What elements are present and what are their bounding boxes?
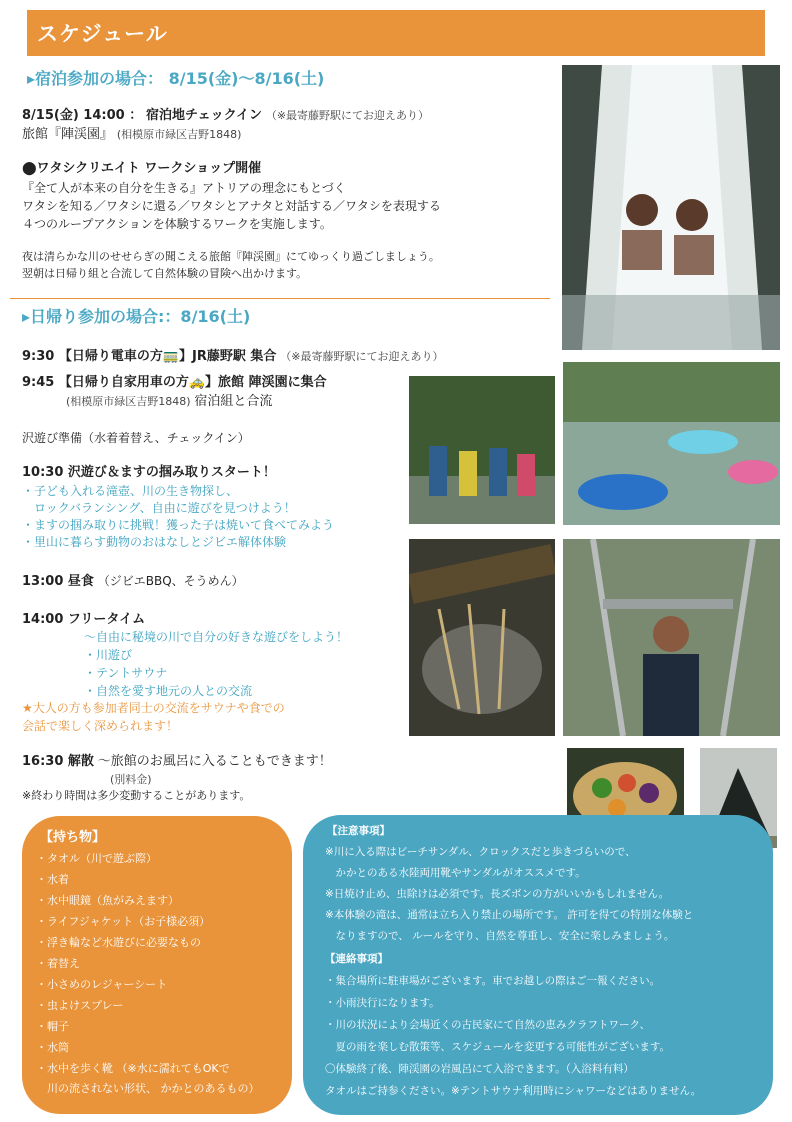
contact-title: 【連絡事項】	[325, 953, 388, 965]
belongings-item: ・虫よけスプレー	[36, 999, 124, 1012]
schedule-945-address: (相模原市緑区吉野1848)	[66, 395, 191, 408]
schedule-1400-item-2: ・川遊び	[84, 648, 133, 662]
float-ring-photo	[563, 362, 780, 525]
ryokan-address: (相模原市緑区吉野1848)	[116, 128, 242, 141]
checkin-note: （※最寄藤野駅にてお迎えあり）	[265, 109, 430, 122]
page-title: スケジュール	[37, 22, 168, 46]
notes-box	[303, 815, 773, 1115]
belongings-item: ・小さめのレジャーシート	[36, 978, 168, 991]
caution-title: 【注意事項】	[327, 825, 390, 837]
contact-line: 〇体験終了後、陣渓園の岩風呂にて入浴できます。（入浴料有料）	[325, 1063, 634, 1075]
waterfall-photo	[562, 65, 780, 350]
belongings-item: ・水着	[36, 873, 69, 886]
workshop-line-1: 『全て人が本来の自分を生きる』アトリアの理念にもとづく	[22, 181, 346, 195]
ryokan-name: 旅館『陣渓園』	[22, 127, 114, 142]
contact-line: ・川の状況により会場近くの古民家にて自然の恵みクラフトワーク、	[325, 1019, 651, 1031]
schedule-1030-title: 10:30 沢遊び＆ますの掴み取りスタート！	[22, 465, 276, 480]
caution-line: かかとのある水陸両用靴やサンダルがオススメです。	[325, 867, 586, 879]
schedule-1400-item-3: ・テントサウナ	[84, 666, 168, 680]
belongings-item: ・浮き輪など水遊びに必要なもの	[36, 936, 201, 949]
schedule-1300-note: （ジビエBBQ、そうめん）	[97, 574, 244, 588]
belongings-item: ・帽子	[36, 1020, 69, 1033]
checkin-title: 宿泊地チェックイン	[146, 108, 262, 123]
kids-river-photo	[409, 376, 555, 524]
belongings-item: ・タオル（川で遊ぶ際）	[36, 852, 157, 865]
section-divider	[10, 298, 550, 299]
contact-line: ・小雨決行になります。	[325, 997, 440, 1009]
night-line-1: 夜は清らかな川のせせらぎの聞こえる旅館『陣渓園』にてゆっくり過ごしましょう。	[22, 250, 440, 263]
schedule-930-note: （※最寄藤野駅にてお迎えあり）	[280, 350, 444, 363]
belongings-title: 【持ち物】	[40, 830, 106, 845]
schedule-1630-fee: (別料金)	[110, 773, 152, 786]
caution-line: ※本体験の滝は、通常は立ち入り禁止の場所です。 許可を得ての特別な体験と	[325, 909, 694, 921]
night-line-2: 翌朝は日帰り組と合流して自然体験の冒険へ出かけます。	[22, 267, 308, 280]
belongings-item: ・水中眼鏡（魚がみえます）	[36, 894, 179, 907]
schedule-1400-title: 14:00 フリータイム	[22, 612, 146, 627]
schedule-945-join: 宿泊組と合流	[194, 394, 273, 409]
schedule-930-main: 9:30 【日帰り電車の方🚃】JR藤野駅 集合	[22, 349, 277, 364]
belongings-item: ・着替え	[36, 957, 80, 970]
belongings-item: ・ライフジャケット（お子様必須）	[36, 915, 211, 928]
caution-line: ※川に入る際はビーチサンダル、クロックスだと歩きづらいので、	[325, 846, 636, 858]
workshop-line-2: ワタシを知る／ワタシに還る／ワタシとアナタと対話する／ワタシを表現する	[22, 199, 441, 213]
contact-line: ・集合場所に駐車場がございます。車でお越しの際はご一報ください。	[325, 975, 661, 987]
schedule-1030-item-3: ・ますの掴み取りに挑戦！獲った子は焼いて食べてみよう	[22, 518, 335, 532]
schedule-1400-item-4: ・自然を愛す地元の人との交流	[84, 684, 253, 698]
caution-line: ※日焼け止め、虫除けは必須です。長ズボンの方がいいかもしれません。	[325, 888, 670, 900]
schedule-930	[22, 348, 443, 365]
fish-catch-photo	[563, 539, 780, 736]
schedule-1630	[22, 753, 332, 770]
contact-line: タオルはご持参ください。※テントサウナ利用時にシャワーなどはありません。	[325, 1085, 702, 1097]
daytrip-heading: ▸日帰り参加の場合:：8/16(土)	[22, 307, 251, 326]
workshop-line-3: ４つのループアクションを体験するワークを実施します。	[22, 217, 332, 231]
schedule-1300	[22, 573, 244, 590]
adult-line-1: ★大人の方も参加者同士の交流をサウナや食での	[22, 701, 285, 715]
schedule-1400-item-1: 〜自由に秘境の川で自分の好きな遊びをしよう！	[84, 630, 349, 644]
adult-line-2: 会話で楽しく深められます！	[22, 719, 179, 733]
schedule-1300-title: 13:00 昼食	[22, 574, 94, 589]
caution-line: なりますので、 ルールを守り、自然を尊重し、安全に楽しみましょう。	[325, 930, 675, 942]
schedule-1630-desc: 〜旅館のお風呂に入ることもできます！	[97, 754, 332, 769]
schedule-1630-note: ※終わり時間は多少変動することがあります。	[22, 789, 251, 802]
schedule-1030-item-2: ロックバランシング、自由に遊びを見つけよう！	[22, 501, 296, 515]
bbq-fire-photo	[409, 539, 555, 736]
schedule-1030-item-4: ・里山に暮らす動物のおはなしとジビエ解体体験	[22, 535, 287, 549]
contact-line: 夏の雨を楽しむ散策等、スケジュールを変更する可能性がございます。	[325, 1041, 671, 1053]
checkin-line	[22, 107, 429, 124]
prep-line: 沢遊び準備（水着着替え、チェックイン）	[22, 431, 250, 445]
schedule-1030-item-1: ・子ども入れる滝壺、川の生き物探し、	[22, 484, 239, 498]
belongings-item: 川の流されない形状、 かかとのあるもの）	[36, 1082, 260, 1095]
overnight-heading: ▸宿泊参加の場合： 8/15(金)〜8/16(土)	[27, 69, 325, 88]
belongings-item: ・水中を歩く靴 （※水に濡れてもOKで	[36, 1062, 230, 1075]
workshop-title: ⬤ワタシクリエイト ワークショップ開催	[22, 161, 262, 176]
belongings-box	[22, 816, 292, 1114]
checkin-time: 8/15(金) 14:00 ：	[22, 108, 143, 123]
schedule-945-main: 9:45 【日帰り自家用車の方🚕】旅館 陣渓園に集合	[22, 375, 327, 390]
schedule-1630-title: 16:30 解散	[22, 754, 94, 769]
section-header	[27, 10, 765, 56]
schedule-945-sub	[66, 393, 272, 410]
belongings-item: ・水筒	[36, 1041, 69, 1054]
ryokan-line	[22, 126, 241, 143]
